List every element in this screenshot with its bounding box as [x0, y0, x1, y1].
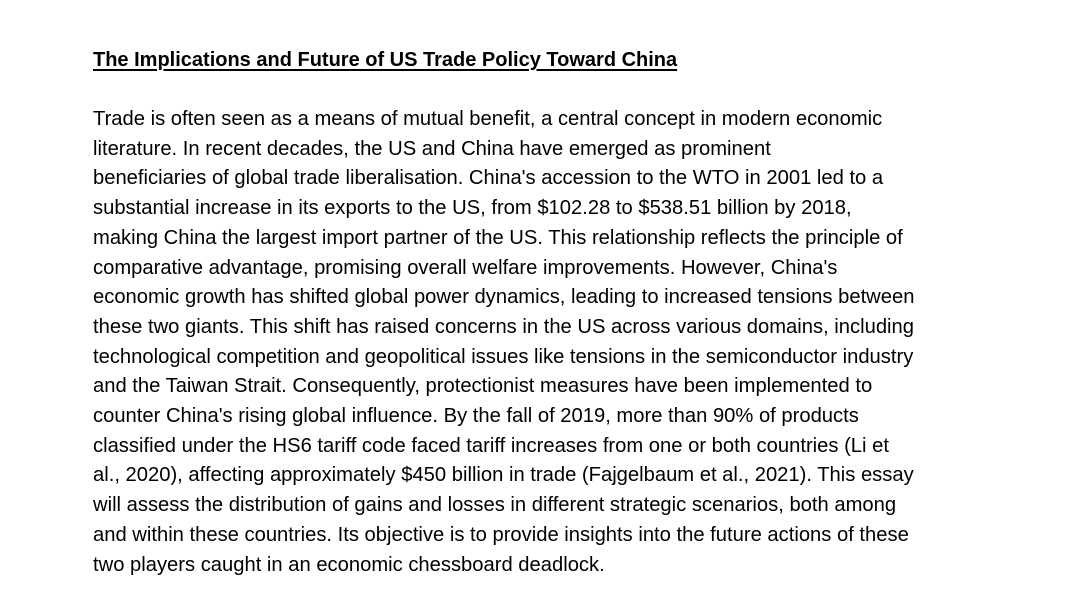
paragraph-line: two players caught in an economic chessboard deadlock. — [93, 553, 605, 576]
paragraph-line: economic growth has shifted global power dynamics, leading to increased tensions between — [93, 286, 915, 309]
paragraph-line: these two giants. This shift has raised concerns in the US across various domains, including — [93, 315, 914, 338]
paragraph-line: Trade is often seen as a means of mutual benefit, a central concept in modern economic — [93, 108, 883, 130]
paragraph-line: comparative advantage, promising overall welfare improvements. However, China's — [93, 256, 838, 279]
paragraph-line: al., 2020), affecting approximately $450 billion in trade (Fajgelbaum et al., 2021). This essay — [93, 464, 914, 487]
paragraph-line: will assess the distribution of gains and losses in different strategic scenarios, both among — [93, 494, 897, 517]
paragraph-line: classified under the HS6 tariff code faced tariff increases from one or both countries (Li et — [93, 434, 889, 457]
paragraph-line: and within these countries. Its objective is to provide insights into the future actions of these — [93, 523, 909, 546]
paragraph-line: and the Taiwan Strait. Consequently, protectionist measures have been implemented to — [93, 375, 873, 398]
body-paragraph — [93, 105, 1053, 580]
paragraph-line: beneficiaries of global trade liberalisation. China's accession to the WTO in 2001 led to a — [93, 167, 884, 190]
paragraph-line: counter China's rising global influence. By the fall of 2019, more than 90% of products — [93, 405, 859, 428]
paragraph-line: literature. In recent decades, the US and China have emerged as prominent — [93, 137, 771, 160]
paragraph-line: technological competition and geopolitical issues like tensions in the semiconductor industry — [93, 345, 914, 368]
document-title: The Implications and Future of US Trade Policy Toward China — [93, 49, 678, 71]
paragraph-line: making China the largest import partner of the US. This relationship reflects the principle of — [93, 226, 903, 249]
paragraph-line: substantial increase in its exports to the US, from $102.28 to $538.51 billion by 2018, — [93, 197, 852, 220]
